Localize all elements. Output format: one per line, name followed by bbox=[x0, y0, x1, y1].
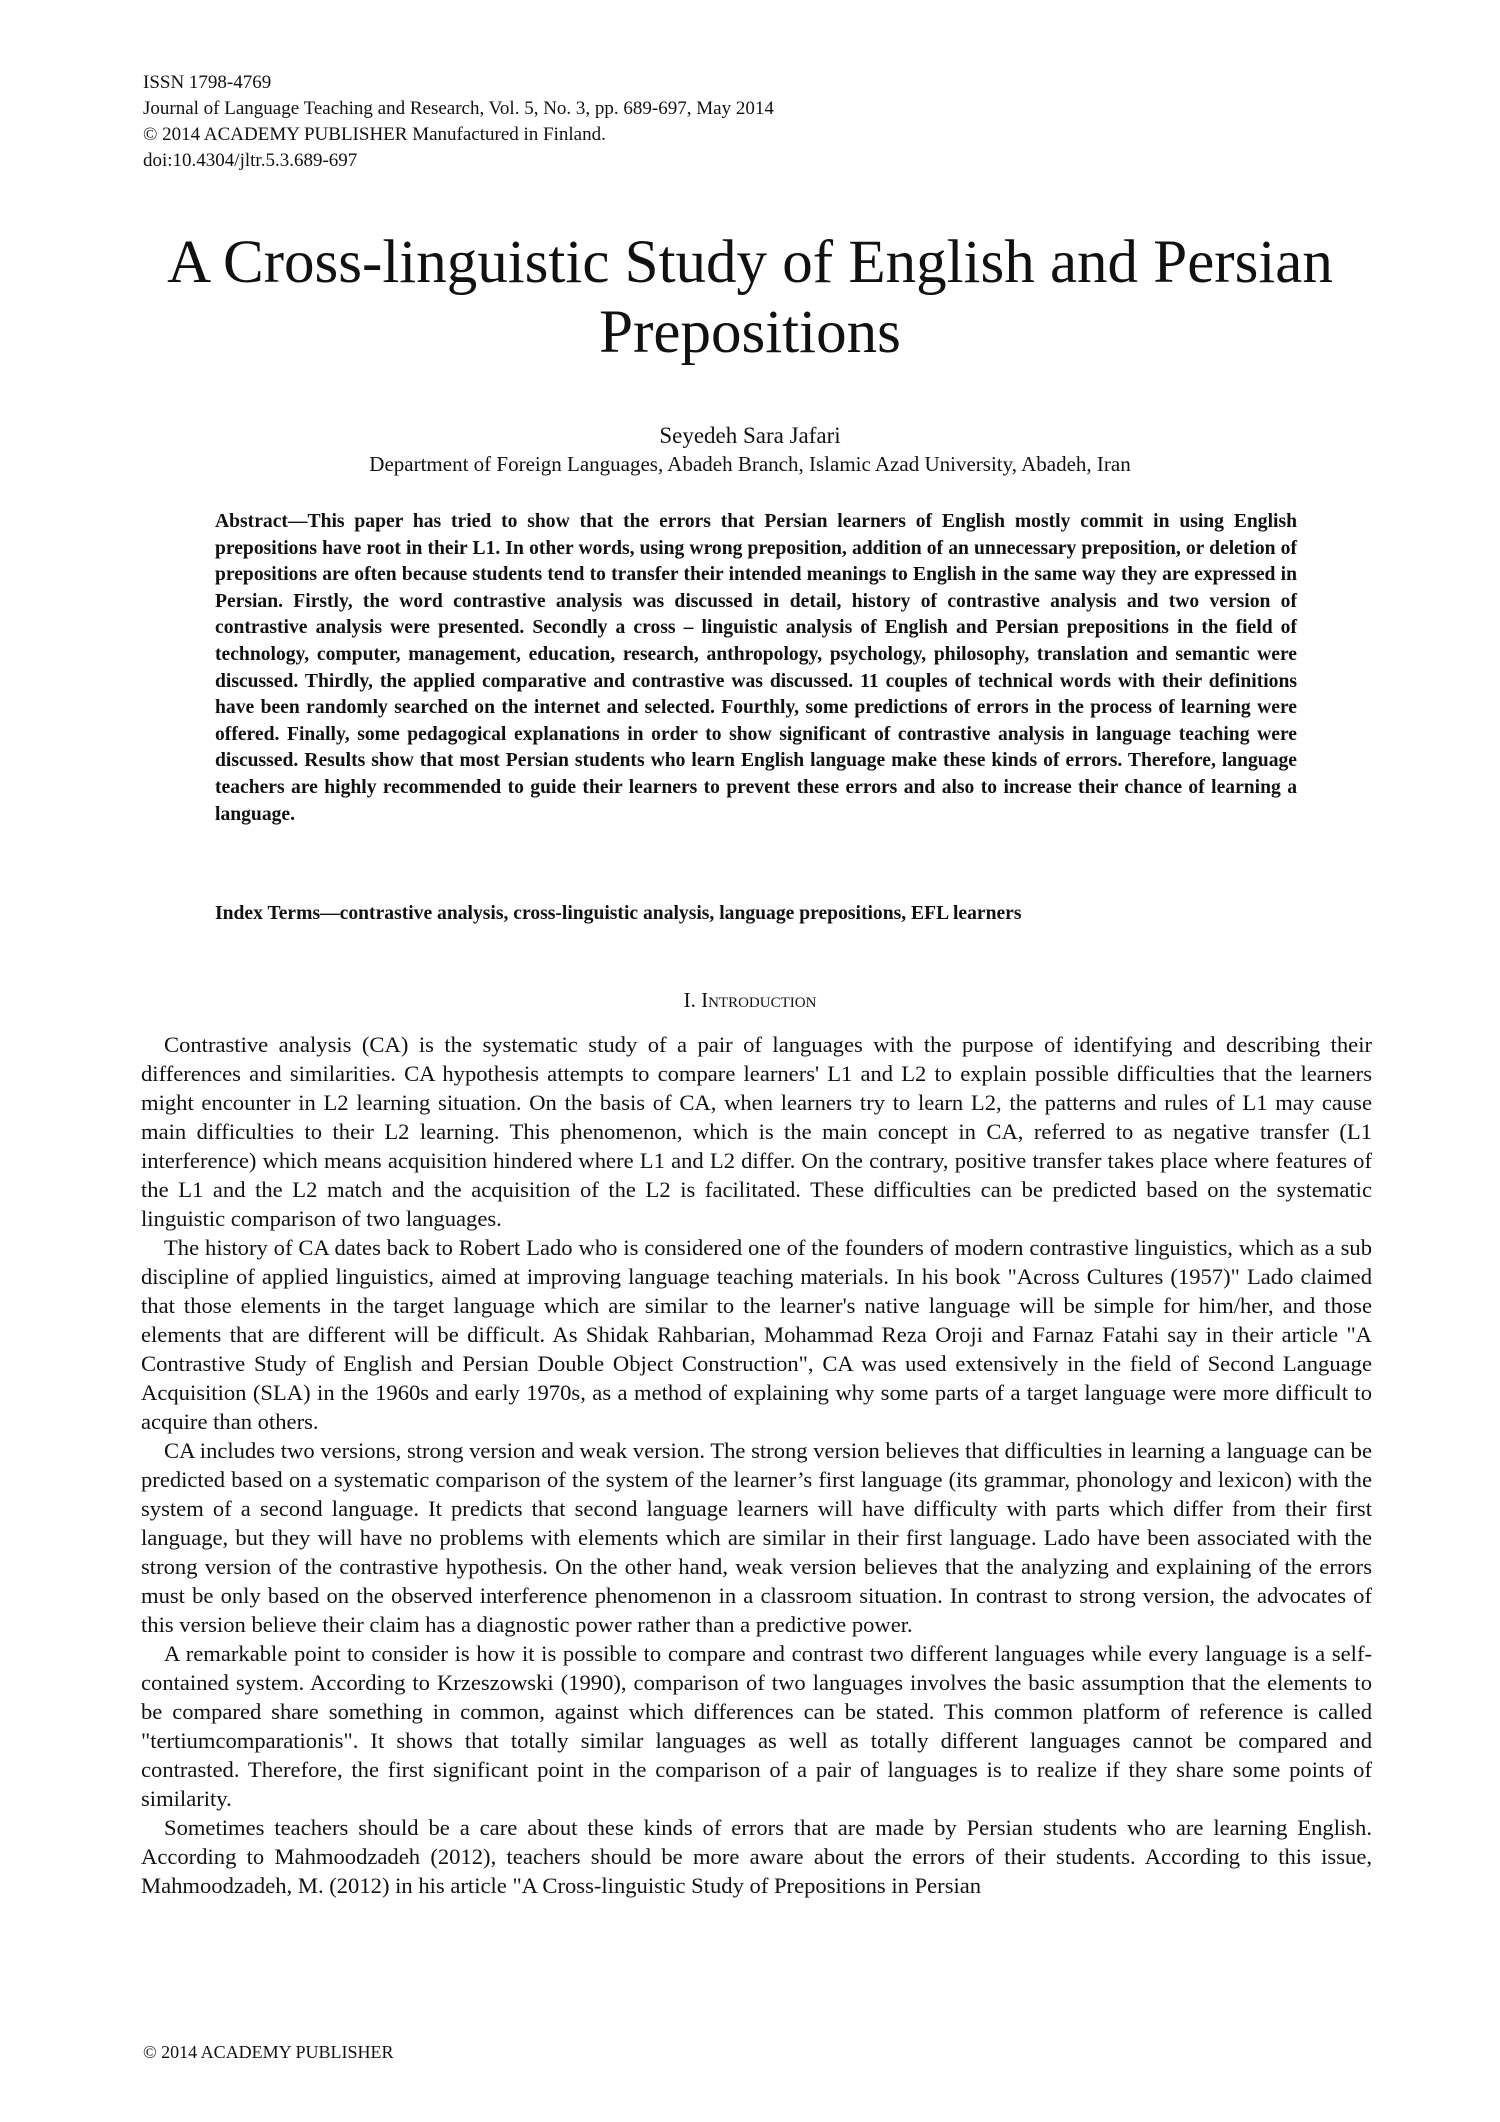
title-line-1: A Cross-linguistic Study of English and Persian bbox=[167, 229, 1333, 296]
author-affiliation: Department of Foreign Languages, Abadeh Branch, Islamic Azad University, Abadeh, Iran bbox=[369, 452, 1131, 476]
issn: ISSN 1798-4769 bbox=[143, 72, 272, 93]
journal-header bbox=[143, 70, 774, 174]
body-text bbox=[141, 1030, 1372, 1900]
doi: doi:10.4304/jltr.5.3.689-697 bbox=[143, 150, 358, 171]
paragraph: CA includes two versions, strong version and weak version. The strong version believes that difficulties in learning a language can be predicted based on a systematic comparison of the system of the learner’s first language (its grammar, phonology and lexicon) with the system of a second language. It predicts that second language learners will have difficulty with parts which differ from their first language, but they will have no problems with elements which are similar in their first language. Lado have been associated with the strong version of the contrastive hypothesis. On the other hand, weak version believes that the analyzing and explaining of the errors must be only based on the observed interference phenomenon in a classroom situation. In contrast to strong version, the advocates of this version believe their claim has a diagnostic power rather than a predictive power. bbox=[141, 1438, 1372, 1637]
paragraph: The history of CA dates back to Robert Lado who is considered one of the founders of modern contrastive linguistics, which as a sub discipline of applied linguistics, aimed at improving language teaching materials. In his book "Across Cultures (1957)" Lado claimed that those elements in the target language which are similar to the learner's native language will be simple for him/her, and those elements that are different will be difficult. As Shidak Rahbarian, Mohammad Reza Oroji and Farnaz Fatahi say in their article "A Contrastive Study of English and Persian Double Object Construction", CA was used extensively in the field of Second Language Acquisition (SLA) in the 1960s and early 1970s, as a method of explaining why some parts of a target language were more difficult to acquire than others. bbox=[141, 1235, 1372, 1434]
paragraph: Contrastive analysis (CA) is the systematic study of a pair of languages with the purpose of identifying and describing their differences and similarities. CA hypothesis attempts to compare learners' L1 and L2 to explain possible difficulties that the learners might encounter in L2 learning situation. On the basis of CA, when learners try to learn L2, the patterns and rules of L1 may cause main difficulties to their L2 learning. This phenomenon, which is the main concept in CA, referred to as negative transfer (L1 interference) which means acquisition hindered where L1 and L2 differ. On the contrary, positive transfer takes place where features of the L1 and the L2 match and the acquisition of the L2 is facilitated. These difficulties can be predicted based on the systematic linguistic comparison of two languages. bbox=[141, 1032, 1372, 1231]
title-line-2: Prepositions bbox=[599, 299, 901, 366]
section-heading: I. Introduction bbox=[683, 988, 817, 1012]
paragraph: Sometimes teachers should be a care about these kinds of errors that are made by Persian students who are learning English. According to Mahmoodzadeh (2012), teachers should be more aware about the errors of their students. According to this issue, Mahmoodzadeh, M. (2012) in his article "A Cross-linguistic Study of Prepositions in Persian bbox=[141, 1815, 1372, 1898]
journal-citation: Journal of Language Teaching and Research, Vol. 5, No. 3, pp. 689-697, May 2014 bbox=[143, 98, 774, 119]
paper-title bbox=[0, 228, 1500, 368]
author-name: Seyedeh Sara Jafari bbox=[659, 423, 841, 448]
copyright-line: © 2014 ACADEMY PUBLISHER Manufactured in Finland. bbox=[143, 124, 606, 145]
index-terms: Index Terms—contrastive analysis, cross-linguistic analysis, language prepositions, EFL learners bbox=[215, 903, 1022, 924]
page-footer: © 2014 ACADEMY PUBLISHER bbox=[143, 2042, 394, 2062]
paragraph: A remarkable point to consider is how it is possible to compare and contrast two different languages while every language is a self-contained system. According to Krzeszowski (1990), comparison of two languages involves the basic assumption that the elements to be compared share something in common, against which differences can be stated. This common platform of reference is called "tertiumcomparationis". It shows that totally similar languages as well as totally different languages cannot be compared and contrasted. Therefore, the first significant point in the comparison of a pair of languages is to realize if they share some points of similarity. bbox=[141, 1641, 1372, 1811]
abstract: Abstract—This paper has tried to show that the errors that Persian learners of English mostly commit in using English prepositions have root in their L1. In other words, using wrong preposition, addition of an unnecessary preposition, or deletion of prepositions are often because students tend to transfer their intended meanings to English in the same way they are expressed in Persian. Firstly, the word contrastive analysis was discussed in detail, history of contrastive analysis and two version of contrastive analysis were presented. Secondly a cross – linguistic analysis of English and Persian prepositions in the field of technology, computer, management, education, research, anthropology, psychology, philosophy, translation and semantic were discussed. Thirdly, the applied comparative and contrastive was discussed. 11 couples of technical words with their definitions have been randomly searched on the internet and selected. Fourthly, some predictions of errors in the process of learning were offered. Finally, some pedagogical explanations in order to show significant of contrastive analysis in language teaching were discussed. Results show that most Persian students who learn English language make these kinds of errors. Therefore, language teachers are highly recommended to guide their learners to prevent these errors and also to increase their chance of learning a language. bbox=[215, 511, 1297, 825]
